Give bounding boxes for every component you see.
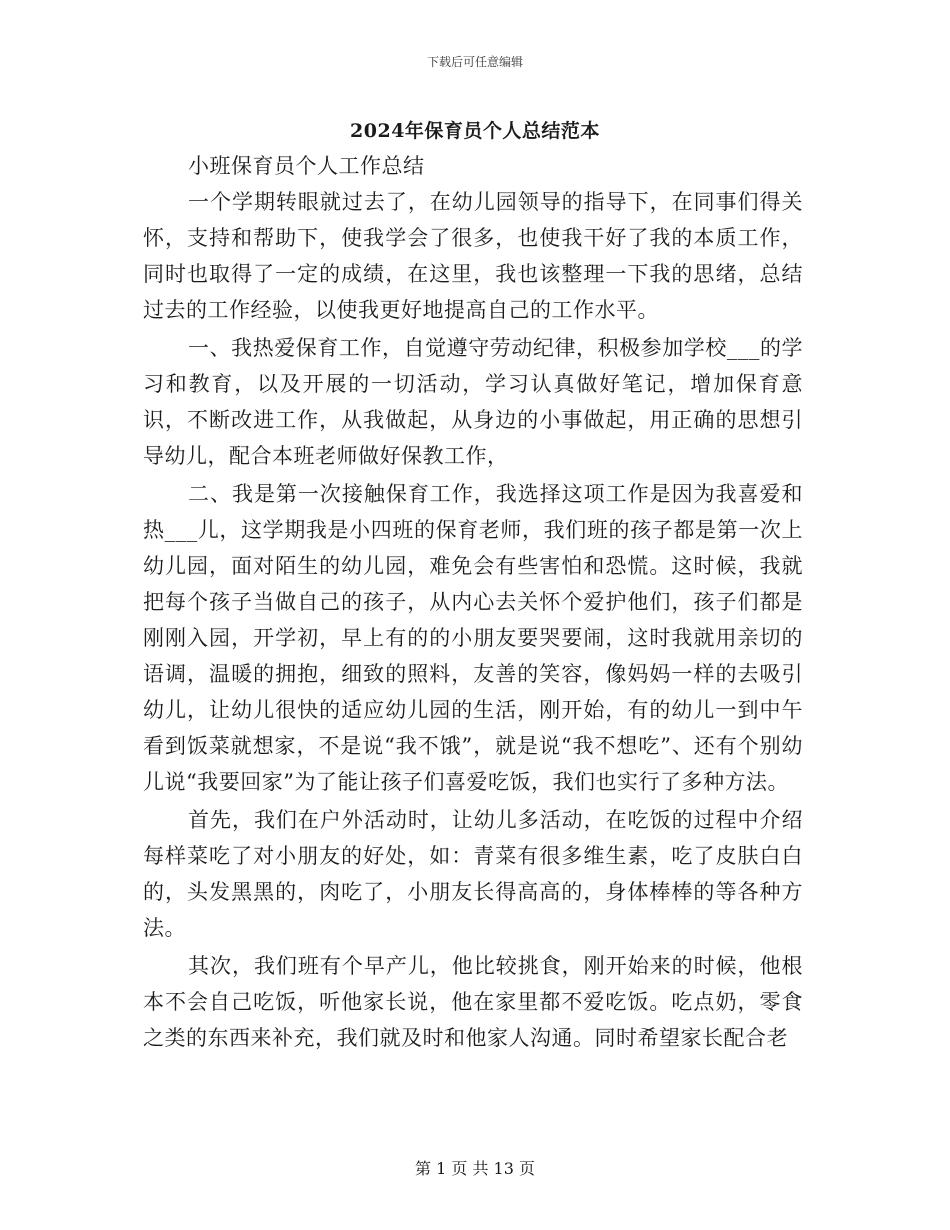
subtitle-paragraph: 小班保育员个人工作总结: [188, 154, 425, 178]
page-number-footer: 第 1 页 共 13 页: [415, 1159, 535, 1178]
second-method-paragraph: 其次，我们班有个早产儿，他比较挑食，刚开始来的时候，他根本不会自己吃饭，听他家长说，他在家里都不爱吃饭。吃点奶，零食之类的东西来补充，我们就及时和他家人沟通。同时希望家长配合老: [143, 954, 803, 1050]
intro-paragraph: 一个学期转眼就过去了，在幼儿园领导的指导下，在同事们得关怀，支持和帮助下，使我学会了很多，也使我干好了我的本质工作，同时也取得了一定的成绩，在这里，我也该整理一下我的思绪，总结过去的工作经验，以使我更好地提高自己的工作水平。: [143, 190, 803, 322]
section-two-paragraph: 二、我是第一次接触保育工作，我选择这项工作是因为我喜爱和热___儿，这学期我是小四班的保育老师，我们班的孩子都是第一次上幼儿园，面对陌生的幼儿园，难免会有些害怕和恐慌。这时候，我就把每个孩子当做自己的孩子，从内心去关怀个爱护他们，孩子们都是刚刚入园，开学初，早上有的的小朋友要哭要闹，这时我就用亲切的语调，温暖的拥抱，细致的照料，友善的笑容，像妈妈一样的去吸引幼儿，让幼儿很快的适应幼儿园的生活，刚开始，有的幼儿一到中午看到饭菜就想家，不是说“我不饿”，就是说“我不想吃”、还有个别幼儿说“我要回家”为了能让孩子们喜爱吃饭，我们也实行了多种方法。: [143, 482, 803, 794]
section-one-paragraph: 一、我热爱保育工作，自觉遵守劳动纪律，积极参加学校___的学习和教育，以及开展的一切活动，学习认真做好笔记，增加保育意识，不断改进工作，从我做起，从身边的小事做起，用正确的思想引导幼儿，配合本班老师做好保教工作，: [143, 336, 803, 468]
page-header-note: 下载后可任意编辑: [426, 55, 523, 69]
document-title: 2024年保育员个人总结范本: [350, 120, 600, 142]
document-body: [143, 148, 803, 1056]
first-method-paragraph: 首先，我们在户外活动时，让幼儿多活动，在吃饭的过程中介绍每样菜吃了对小朋友的好处，如：青菜有很多维生素，吃了皮肤白白的，头发黑黑的，肉吃了，小朋友长得高高的，身体棒棒的等各种方法。: [143, 808, 803, 940]
